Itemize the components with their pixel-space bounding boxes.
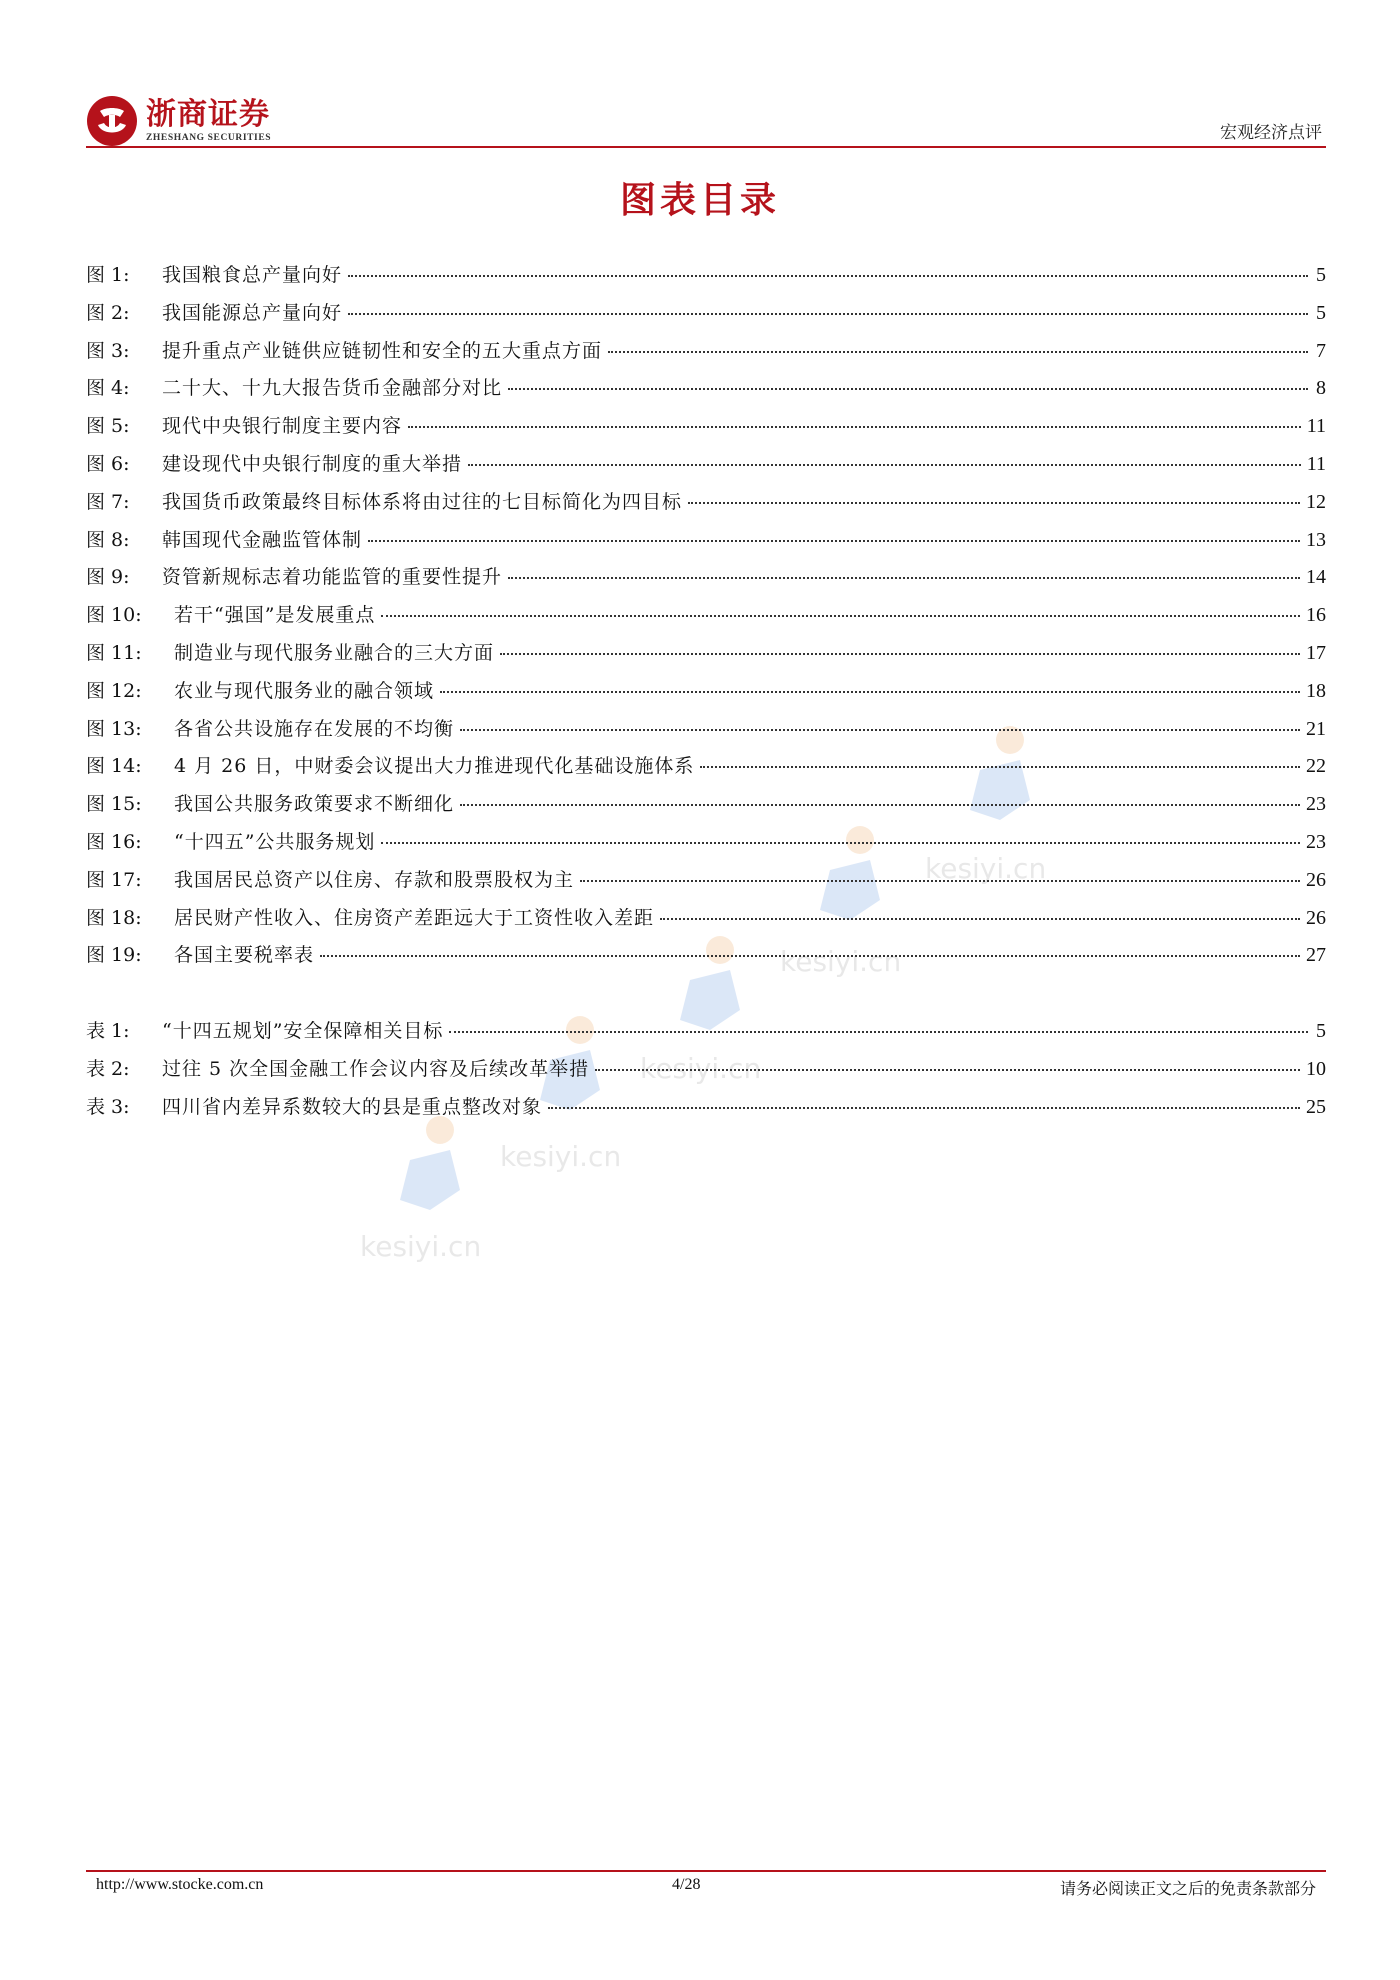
figure-title: 我国居民总资产以住房、存款和股票股权为主 (174, 868, 575, 891)
figure-label: 图 17: (86, 868, 142, 891)
figure-title: 我国能源总产量向好 (162, 301, 343, 324)
figure-label: 图 16: (86, 830, 142, 853)
table-page: 10 (1306, 1057, 1326, 1080)
figure-label: 图 1: (86, 264, 130, 286)
figure-title: 我国粮食总产量向好 (162, 264, 343, 286)
watermark-text: kesiyi.cn (925, 852, 1047, 885)
report-category: 宏观经济点评 (1220, 123, 1322, 143)
dot-leader (348, 275, 1308, 277)
page-title: 图表目录 (619, 180, 780, 221)
figure-entry[interactable] (86, 789, 1326, 827)
figure-title: 4 月 26 日，中财委会议提出大力推进现代化基础设施体系 (174, 755, 695, 778)
figure-page: 13 (1306, 528, 1326, 551)
figure-label: 图 3: (86, 339, 130, 362)
disclaimer-note: 请务必阅读正文之后的免责条款部分 (1059, 1879, 1316, 1898)
dot-leader (381, 842, 1300, 844)
figure-label: 图 13: (86, 717, 142, 740)
figure-entry[interactable] (86, 487, 1326, 525)
figure-entry[interactable] (86, 600, 1326, 638)
brand-name-en: ZHESHANG SECURITIES (146, 133, 272, 143)
figure-title: “十四五”公共服务规划 (174, 830, 376, 853)
figure-entry[interactable] (86, 298, 1326, 336)
dot-leader (348, 313, 1308, 315)
figure-title: 居民财产性收入、住房资产差距远大于工资性收入差距 (174, 906, 655, 929)
figure-label: 图 8: (86, 528, 130, 551)
figure-page: 5 (1316, 301, 1326, 324)
figure-label: 图 11: (86, 641, 142, 664)
figure-page: 21 (1306, 717, 1326, 740)
dot-leader (320, 955, 1300, 957)
figure-title: 韩国现代金融监管体制 (162, 528, 363, 551)
dot-leader (595, 1069, 1300, 1071)
figure-page: 17 (1306, 641, 1326, 664)
table-title: “十四五规划”安全保障相关目标 (162, 1020, 444, 1042)
table-label: 表 1: (86, 1020, 130, 1042)
website-link[interactable]: http://www.stocke.com.cn (96, 1876, 264, 1893)
figure-label: 图 14: (86, 755, 142, 778)
figure-page: 12 (1306, 490, 1326, 513)
figure-page: 11 (1306, 415, 1326, 438)
figure-title: 现代中央银行制度主要内容 (162, 415, 403, 438)
figure-title: 制造业与现代服务业融合的三大方面 (174, 641, 495, 664)
table-entry[interactable] (86, 1054, 1326, 1092)
figure-label: 图 4: (86, 377, 130, 400)
figure-page: 26 (1306, 906, 1326, 929)
figure-entry[interactable] (86, 865, 1326, 903)
watermark-text: kesiyi.cn (500, 1140, 622, 1173)
figure-entry[interactable] (86, 940, 1326, 978)
figure-entry[interactable] (86, 260, 1326, 298)
page-footer (96, 1876, 1316, 1900)
figure-entry[interactable] (86, 411, 1326, 449)
dot-leader (660, 918, 1300, 920)
dot-leader (468, 464, 1301, 466)
figure-page: 26 (1306, 868, 1326, 891)
figure-title: 资管新规标志着功能监管的重要性提升 (162, 566, 503, 589)
figure-page: 5 (1316, 264, 1326, 286)
figure-entry[interactable] (86, 525, 1326, 563)
figure-title: 若干“强国”是发展重点 (174, 604, 376, 627)
figure-entry[interactable] (86, 714, 1326, 752)
figure-label: 图 6: (86, 452, 130, 475)
figure-entry[interactable] (86, 336, 1326, 374)
figure-title: 各省公共设施存在发展的不均衡 (174, 717, 455, 740)
table-title: 过往 5 次全国金融工作会议内容及后续改革举措 (162, 1057, 590, 1080)
dot-leader (440, 691, 1300, 693)
table-page: 25 (1306, 1095, 1326, 1118)
figure-entry[interactable] (86, 827, 1326, 865)
table-entry[interactable] (86, 1016, 1326, 1054)
figure-title: 农业与现代服务业的融合领域 (174, 679, 435, 702)
dot-leader (508, 388, 1308, 390)
brand-name-cn: 浙商证券 (146, 97, 270, 132)
figure-page: 11 (1306, 452, 1326, 475)
watermark-text: kesiyi.cn (640, 1052, 762, 1085)
figure-label: 图 19: (86, 944, 142, 967)
figure-page: 22 (1306, 755, 1326, 778)
figure-entry[interactable] (86, 903, 1326, 941)
figure-label: 图 18: (86, 906, 142, 929)
figure-page: 14 (1306, 566, 1326, 589)
dot-leader (449, 1031, 1308, 1033)
figure-page: 7 (1316, 339, 1326, 362)
dot-leader (460, 729, 1300, 731)
figure-title: 建设现代中央银行制度的重大举措 (162, 452, 463, 475)
table-label: 表 3: (86, 1095, 130, 1118)
figure-entry[interactable] (86, 562, 1326, 600)
header-divider (86, 146, 1326, 148)
table-page: 5 (1316, 1020, 1326, 1042)
figure-entry[interactable] (86, 449, 1326, 487)
dot-leader (408, 426, 1301, 428)
footer-divider (86, 1870, 1326, 1872)
figure-list (86, 260, 1326, 978)
figure-title: 二十大、十九大报告货币金融部分对比 (162, 377, 503, 400)
figure-page: 8 (1316, 377, 1326, 400)
figure-entry[interactable] (86, 751, 1326, 789)
table-label: 表 2: (86, 1057, 130, 1080)
page-number: 4/28 (672, 1876, 701, 1893)
figure-title: 我国公共服务政策要求不断细化 (174, 793, 455, 816)
dot-leader (460, 804, 1300, 806)
brand-logo (86, 92, 271, 150)
dot-leader (688, 502, 1300, 504)
zheshang-logo-icon (86, 95, 138, 147)
dot-leader (580, 880, 1300, 882)
dot-leader (508, 577, 1300, 579)
figure-page: 23 (1306, 830, 1326, 853)
table-title: 四川省内差异系数较大的县是重点整改对象 (162, 1095, 543, 1118)
figure-page: 23 (1306, 793, 1326, 816)
page-header (86, 92, 1326, 150)
dot-leader (608, 351, 1308, 353)
table-list (86, 1016, 1326, 1129)
figure-page: 18 (1306, 679, 1326, 702)
dot-leader (368, 540, 1300, 542)
watermark-text: kesiyi.cn (360, 1230, 482, 1263)
figure-label: 图 10: (86, 604, 142, 627)
dot-leader (548, 1107, 1300, 1109)
figure-page: 16 (1306, 604, 1326, 627)
figure-title: 提升重点产业链供应链韧性和安全的五大重点方面 (162, 339, 603, 362)
figure-label: 图 15: (86, 793, 142, 816)
figure-title: 各国主要税率表 (174, 944, 315, 967)
table-entry[interactable] (86, 1092, 1326, 1130)
figure-label: 图 12: (86, 679, 142, 702)
figure-label: 图 5: (86, 415, 130, 438)
figure-entry[interactable] (86, 638, 1326, 676)
figure-label: 图 7: (86, 490, 130, 513)
figure-entry[interactable] (86, 676, 1326, 714)
figure-entry[interactable] (86, 373, 1326, 411)
watermark-text: kesiyi.cn (780, 945, 902, 978)
dot-leader (500, 653, 1300, 655)
figure-page: 27 (1306, 944, 1326, 967)
dot-leader (700, 766, 1300, 768)
figure-label: 图 9: (86, 566, 130, 589)
dot-leader (381, 615, 1300, 617)
figure-title: 我国货币政策最终目标体系将由过往的七目标简化为四目标 (162, 490, 683, 513)
figure-label: 图 2: (86, 301, 130, 324)
